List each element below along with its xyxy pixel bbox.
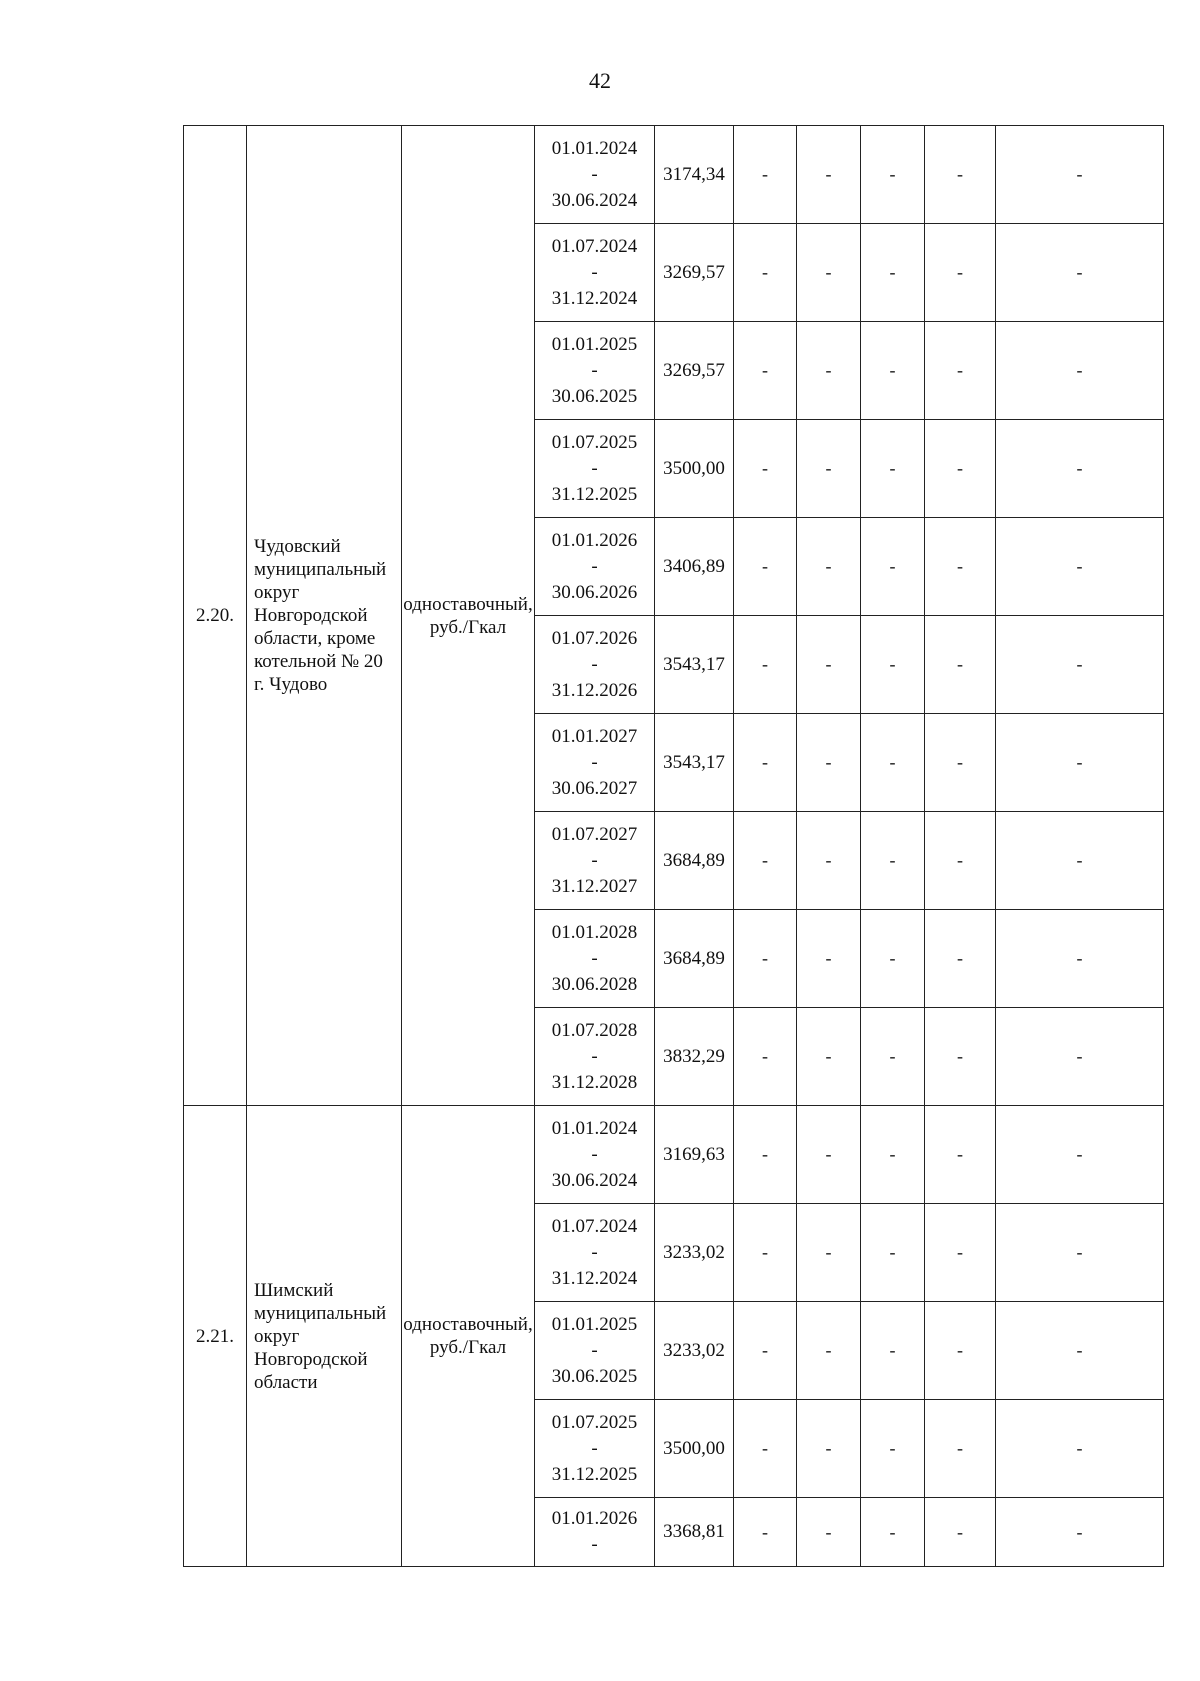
- table-body: [184, 126, 1164, 1567]
- period-from: 01.07.2024: [551, 235, 638, 257]
- period-cell: [535, 322, 655, 420]
- dash-cell: -: [861, 714, 925, 812]
- dash-cell: -: [861, 1498, 925, 1567]
- period-separator: -: [591, 261, 598, 283]
- dash-cell: -: [925, 126, 996, 224]
- dash-cell: -: [925, 812, 996, 910]
- period-to: 30.06.2025: [551, 1365, 638, 1387]
- period-from: 01.07.2027: [551, 823, 638, 845]
- period-cell: [535, 812, 655, 910]
- dash-cell: -: [734, 616, 797, 714]
- dash-cell: -: [734, 1400, 797, 1498]
- dash-cell: -: [861, 1106, 925, 1204]
- period-from: 01.07.2024: [551, 1215, 638, 1237]
- tariff-value: 3269,57: [655, 224, 734, 322]
- dash-cell: -: [996, 1498, 1164, 1567]
- dash-cell: -: [996, 714, 1164, 812]
- dash-cell: -: [734, 518, 797, 616]
- period-separator: -: [591, 947, 598, 969]
- dash-cell: -: [925, 1400, 996, 1498]
- dash-cell: -: [861, 616, 925, 714]
- period-from: 01.07.2025: [551, 1411, 638, 1433]
- dash-cell: -: [797, 1106, 861, 1204]
- period-cell: [535, 1204, 655, 1302]
- period-from: 01.07.2025: [551, 431, 638, 453]
- dash-cell: -: [734, 420, 797, 518]
- dash-cell: -: [734, 1008, 797, 1106]
- period-cell: [535, 518, 655, 616]
- period-to: 30.06.2024: [551, 189, 638, 211]
- group-unit: одноставочный, руб./Гкал: [402, 1106, 535, 1567]
- dash-cell: -: [734, 322, 797, 420]
- period-cell: [535, 224, 655, 322]
- period-from: 01.01.2024: [551, 1117, 638, 1139]
- tariff-value: 3500,00: [655, 420, 734, 518]
- tariff-value: 3832,29: [655, 1008, 734, 1106]
- period-from: 01.01.2024: [551, 137, 638, 159]
- group-number: 2.20.: [184, 126, 247, 1106]
- dash-cell: -: [996, 518, 1164, 616]
- period-separator: -: [591, 1339, 598, 1361]
- dash-cell: -: [996, 126, 1164, 224]
- group-name: Шимский муниципальный округ Новгородской области: [247, 1106, 402, 1567]
- period-separator: -: [591, 1241, 598, 1263]
- dash-cell: -: [734, 812, 797, 910]
- tariff-value: 3233,02: [655, 1204, 734, 1302]
- dash-cell: -: [925, 322, 996, 420]
- period-to: 31.12.2028: [551, 1071, 638, 1093]
- dash-cell: -: [797, 910, 861, 1008]
- dash-cell: -: [996, 224, 1164, 322]
- dash-cell: -: [996, 1400, 1164, 1498]
- period-cell: [535, 616, 655, 714]
- period-separator: -: [591, 1534, 598, 1555]
- period-to: 30.06.2026: [551, 581, 638, 603]
- period-separator: -: [591, 1143, 598, 1165]
- tariff-value: 3269,57: [655, 322, 734, 420]
- dash-cell: -: [797, 420, 861, 518]
- period-cell: [535, 1008, 655, 1106]
- period-cell: [535, 1400, 655, 1498]
- tariff-value: 3174,34: [655, 126, 734, 224]
- period-to: 31.12.2025: [551, 1463, 638, 1485]
- period-to: 30.06.2024: [551, 1169, 638, 1191]
- dash-cell: -: [861, 322, 925, 420]
- tariff-value: 3233,02: [655, 1302, 734, 1400]
- period-separator: -: [591, 457, 598, 479]
- dash-cell: -: [925, 1498, 996, 1567]
- period-separator: -: [591, 359, 598, 381]
- dash-cell: -: [996, 1106, 1164, 1204]
- period-to: 31.12.2024: [551, 287, 638, 309]
- dash-cell: -: [861, 518, 925, 616]
- table-row: [184, 126, 1164, 224]
- dash-cell: -: [996, 1008, 1164, 1106]
- period-separator: -: [591, 751, 598, 773]
- dash-cell: -: [734, 224, 797, 322]
- dash-cell: -: [925, 224, 996, 322]
- period-from: 01.07.2026: [551, 627, 638, 649]
- dash-cell: -: [996, 1302, 1164, 1400]
- dash-cell: -: [734, 1204, 797, 1302]
- dash-cell: -: [861, 1302, 925, 1400]
- dash-cell: -: [925, 1008, 996, 1106]
- dash-cell: -: [734, 1302, 797, 1400]
- dash-cell: -: [797, 812, 861, 910]
- dash-cell: -: [861, 812, 925, 910]
- dash-cell: -: [861, 1400, 925, 1498]
- dash-cell: -: [925, 1302, 996, 1400]
- period-to: 31.12.2027: [551, 875, 638, 897]
- dash-cell: -: [797, 1498, 861, 1567]
- dash-cell: -: [734, 1106, 797, 1204]
- table-row: [184, 1106, 1164, 1204]
- tariff-value: 3543,17: [655, 616, 734, 714]
- period-to: 30.06.2025: [551, 385, 638, 407]
- dash-cell: -: [797, 1204, 861, 1302]
- page-number: 42: [589, 68, 611, 93]
- period-separator: -: [591, 1045, 598, 1067]
- dash-cell: -: [861, 1008, 925, 1106]
- dash-cell: -: [797, 126, 861, 224]
- period-from: 01.01.2025: [551, 333, 638, 355]
- period-from: 01.01.2026: [551, 1508, 638, 1529]
- dash-cell: -: [996, 616, 1164, 714]
- dash-cell: -: [925, 910, 996, 1008]
- period-cell: [535, 910, 655, 1008]
- dash-cell: -: [925, 420, 996, 518]
- dash-cell: -: [925, 714, 996, 812]
- period-separator: -: [591, 849, 598, 871]
- period-separator: -: [591, 653, 598, 675]
- dash-cell: -: [797, 1400, 861, 1498]
- group-unit: одноставочный, руб./Гкал: [402, 126, 535, 1106]
- dash-cell: -: [996, 1204, 1164, 1302]
- period-to: 31.12.2025: [551, 483, 638, 505]
- dash-cell: -: [734, 1498, 797, 1567]
- dash-cell: -: [996, 420, 1164, 518]
- tariff-table: [183, 125, 1164, 1567]
- tariff-value: 3169,63: [655, 1106, 734, 1204]
- period-cell: [535, 1302, 655, 1400]
- dash-cell: -: [861, 126, 925, 224]
- dash-cell: -: [925, 1204, 996, 1302]
- dash-cell: -: [797, 714, 861, 812]
- tariff-value: 3500,00: [655, 1400, 734, 1498]
- dash-cell: -: [797, 1302, 861, 1400]
- dash-cell: -: [996, 910, 1164, 1008]
- period-cell: [535, 1106, 655, 1204]
- period-to: 31.12.2024: [551, 1267, 638, 1289]
- dash-cell: -: [797, 1008, 861, 1106]
- period-from: 01.01.2026: [551, 529, 638, 551]
- period-cell: [535, 1498, 655, 1567]
- dash-cell: -: [861, 224, 925, 322]
- dash-cell: -: [861, 420, 925, 518]
- period-from: 01.01.2025: [551, 1313, 638, 1335]
- period-from: 01.07.2028: [551, 1019, 638, 1041]
- period-to: 30.06.2027: [551, 777, 638, 799]
- dash-cell: -: [734, 714, 797, 812]
- group-name: Чудовский муниципальный округ Новгородской области, кроме котельной № 20 г. Чудово: [247, 126, 402, 1106]
- dash-cell: -: [797, 518, 861, 616]
- dash-cell: -: [925, 616, 996, 714]
- tariff-value: 3684,89: [655, 910, 734, 1008]
- tariff-value: 3543,17: [655, 714, 734, 812]
- dash-cell: -: [925, 1106, 996, 1204]
- dash-cell: -: [797, 224, 861, 322]
- period-to: 30.06.2028: [551, 973, 638, 995]
- dash-cell: -: [861, 910, 925, 1008]
- dash-cell: -: [996, 812, 1164, 910]
- period-cell: [535, 420, 655, 518]
- period-from: 01.01.2027: [551, 725, 638, 747]
- period-separator: -: [591, 163, 598, 185]
- dash-cell: -: [996, 322, 1164, 420]
- dash-cell: -: [925, 518, 996, 616]
- tariff-value: 3368,81: [655, 1498, 734, 1567]
- group-number: 2.21.: [184, 1106, 247, 1567]
- tariff-value: 3406,89: [655, 518, 734, 616]
- dash-cell: -: [797, 322, 861, 420]
- period-separator: -: [591, 555, 598, 577]
- dash-cell: -: [734, 126, 797, 224]
- dash-cell: -: [797, 616, 861, 714]
- period-separator: -: [591, 1437, 598, 1459]
- period-to: 31.12.2026: [551, 679, 638, 701]
- period-cell: [535, 126, 655, 224]
- dash-cell: -: [861, 1204, 925, 1302]
- period-from: 01.01.2028: [551, 921, 638, 943]
- period-cell: [535, 714, 655, 812]
- tariff-value: 3684,89: [655, 812, 734, 910]
- dash-cell: -: [734, 910, 797, 1008]
